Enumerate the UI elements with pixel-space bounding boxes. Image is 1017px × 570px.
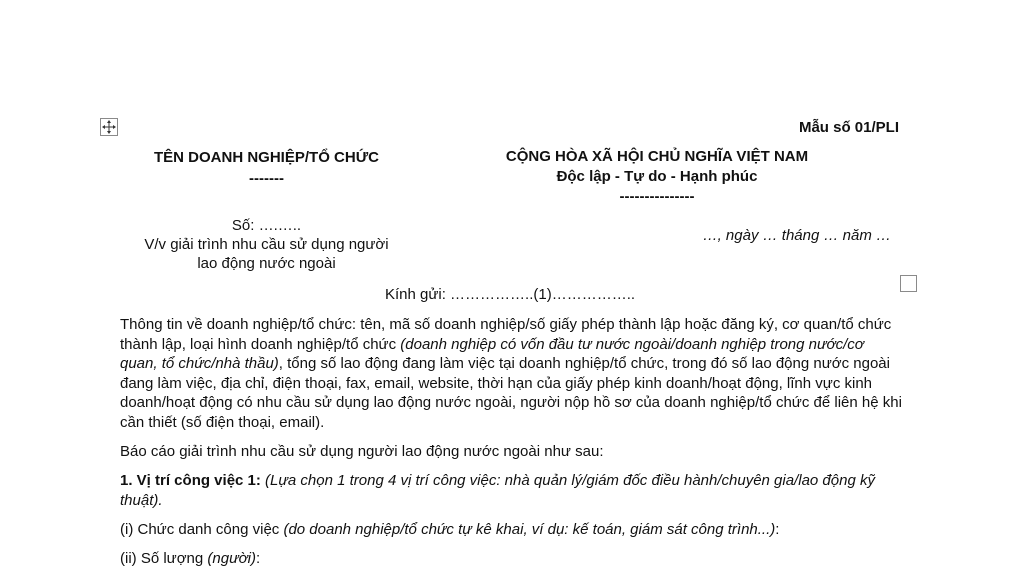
form-code: Mẫu số 01/PLI: [798, 119, 899, 136]
job-title-colon: :: [775, 521, 780, 538]
quantity-label: (ii) Số lượng: [120, 550, 208, 567]
reference-block: [120, 216, 413, 273]
date-line: …, ngày … tháng … năm …: [702, 227, 891, 244]
info-text-part2: , tổng số lao động đang làm việc tại doanh nghiệp/tổ chức, trong đó số lao động nước ngoài đang làm việc, địa chỉ, điện thoại, fax, email, website, thời hạn của giấy phép kinh doanh/hoạt động, lĩnh vực kinh doanh/hoạt động có nhu cầu sử dụng lao động nước ngoài, người nộp hồ sơ của doanh nghiệp/tổ chức để liên hệ khi cần thiết (số điện thoại, email).: [120, 355, 902, 431]
quantity-colon: :: [256, 550, 261, 567]
position-label: 1. Vị trí công việc 1:: [120, 472, 261, 489]
table-move-handle[interactable]: [100, 118, 118, 136]
country-name: CỘNG HÒA XÃ HỘI CHỦ NGHĨA VIỆT NAM: [505, 148, 809, 165]
job-title-note: (do doanh nghiệp/tổ chức tự kê khai, ví dụ: kế toán, giám sát công trình...): [283, 521, 776, 538]
report-intro: Báo cáo giải trình nhu cầu sử dụng người lao động nước ngoài như sau:: [120, 443, 604, 460]
subject-line-1: V/v giải trình nhu cầu sử dụng người: [144, 236, 389, 253]
national-motto: Độc lập - Tự do - Hạnh phúc: [556, 168, 758, 185]
salutation: Kính gửi: ……………..(1)……………..: [384, 286, 636, 303]
job-title-paragraph: [120, 520, 905, 540]
job-title-label: (i) Chức danh công việc: [120, 521, 284, 538]
organization-header: [120, 147, 413, 189]
company-info-paragraph: [120, 315, 905, 432]
national-header: [458, 147, 856, 207]
move-cross-arrows-icon: [101, 119, 117, 135]
reference-number: Số: ….…..: [231, 217, 302, 234]
motto-divider: ---------------: [619, 188, 695, 205]
table-resize-handle[interactable]: [900, 275, 917, 292]
position-note: (Lựa chọn 1 trong 4 vị trí công việc: nhà quản lý/giám đốc điều hành/chuyên gia/lao động kỹ thuật).: [120, 472, 875, 509]
quantity-paragraph: [120, 549, 905, 569]
info-text-part1: Thông tin về doanh nghiệp/tổ chức: tên, mã số doanh nghiệp/số giấy phép thành lập hoặc đăng ký, cơ quan/tổ chức thành lập, loại hình doanh nghiệp/tổ chức: [120, 316, 892, 353]
organization-divider: -------: [249, 170, 284, 187]
quantity-note: (người): [207, 550, 256, 567]
position-paragraph: [120, 471, 905, 510]
info-text-italic: (doanh nghiệp có vốn đầu tư nước ngoài/doanh nghiệp trong nước/cơ quan, tổ chức/nhà thầu): [120, 335, 864, 372]
subject-line-2: lao động nước ngoài: [197, 255, 336, 272]
organization-name: TÊN DOANH NGHIỆP/TỔ CHỨC: [154, 149, 379, 166]
